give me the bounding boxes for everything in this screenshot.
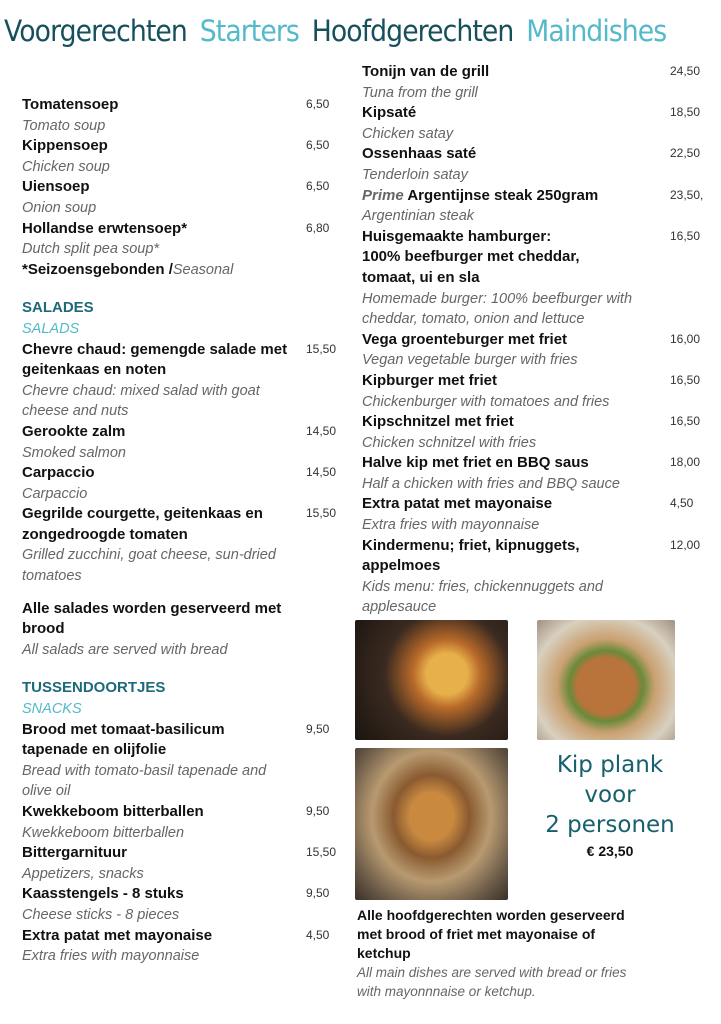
item-translation: Argentinian steak (362, 208, 475, 225)
seasonal-note-en: Seasonal (172, 261, 234, 278)
item-name (22, 720, 300, 761)
item-name (362, 227, 664, 289)
menu-item (22, 463, 342, 504)
item-price: 6,50 (306, 179, 330, 194)
menu-item (362, 371, 717, 412)
item-price: 9,50 (306, 804, 330, 818)
item-name-text: Kipsaté (362, 104, 417, 122)
item-name-text: Uiensoep (22, 178, 90, 196)
menu-item (362, 330, 717, 371)
item-translation: Homemade burger: 100% beefburger with cheddar, tomato, onion and lettuce (362, 290, 633, 328)
item-name (362, 494, 664, 515)
menu-item (362, 494, 717, 535)
menu-item (362, 227, 717, 330)
item-price: 22,50 (670, 146, 701, 161)
item-name (22, 504, 300, 545)
menu-item (22, 802, 342, 843)
item-translation: Tomato soup (22, 117, 106, 134)
item-name (362, 536, 664, 577)
item-name (362, 144, 664, 165)
heading-starters-nl: Voorgerechten (4, 14, 187, 48)
item-price: 9,50 (306, 886, 330, 901)
item-name-text: Vega groenteburger met friet (362, 330, 568, 348)
item-name-text: Carpaccio (22, 464, 95, 482)
item-price: 23,50, (670, 187, 704, 202)
footer-note-en: All main dishes are served with bread or fries with mayonnnaise or ketchup. (357, 965, 627, 999)
item-translation: Bread with tomato-basil tapenade and olive oil (22, 762, 267, 800)
item-name-text: Tomatensoep (22, 96, 119, 113)
item-name (22, 926, 300, 947)
item-translation: Appetizers, snacks (22, 865, 144, 882)
item-translation: Grilled zucchini, goat cheese, sun-dried tomatoes (22, 547, 276, 585)
item-name (362, 371, 664, 392)
menu-item (22, 422, 342, 463)
menu-item (22, 720, 342, 802)
item-name (22, 884, 300, 905)
item-translation: Extra fries with mayonnaise (22, 948, 200, 965)
menu-item (362, 186, 717, 227)
menu-item (362, 412, 717, 453)
menu-item (22, 136, 342, 177)
photo-chicken-plank (355, 748, 508, 900)
menu-item (22, 843, 342, 884)
item-price: 18,50 (670, 105, 701, 120)
item-name (362, 186, 664, 207)
menu-item (22, 177, 342, 218)
item-price: 15,50 (306, 341, 337, 356)
item-translation: Chicken satay (362, 125, 454, 142)
item-price: 16,50 (670, 228, 701, 243)
item-price: 18,00 (670, 455, 701, 470)
menu-item (22, 219, 342, 260)
section-title-snacks: TUSSENDOORTJES (22, 679, 166, 697)
item-name-text: Ossenhaas saté (362, 145, 477, 163)
promo-title: Kip plank voor 2 personen (545, 752, 675, 838)
item-name-text: Kwekkeboom bitterballen (22, 803, 204, 820)
item-translation: Onion soup (22, 199, 97, 216)
footer-note-nl: Alle hoofdgerechten worden geserveerd met brood of friet met mayonaise of ketchup (357, 907, 625, 961)
item-price: 16,50 (670, 414, 701, 429)
item-translation: Chicken schnitzel with fries (362, 434, 537, 451)
item-name (362, 453, 664, 474)
main-dishes-note (357, 906, 687, 1001)
item-translation: Chicken soup (22, 158, 110, 175)
item-name (362, 330, 664, 351)
menu-item (362, 536, 717, 618)
right-column (362, 62, 717, 618)
item-name-text: Halve kip met friet en BBQ saus (362, 454, 589, 472)
promo-block (530, 750, 690, 860)
item-name (22, 95, 300, 116)
item-name (22, 340, 300, 381)
item-price: 14,50 (306, 423, 337, 438)
item-name-text: Huisgemaakte hamburger: 100% beefburger met cheddar, tomaat, ui en sla (362, 227, 580, 286)
item-price: 4,50 (306, 927, 330, 942)
promo-price: € 23,50 (586, 843, 634, 859)
item-price: 6,80 (306, 220, 330, 235)
item-name-text: Argentijnse steak 250gram (403, 186, 599, 204)
item-price: 16,50 (670, 372, 701, 387)
item-name-text: Kipburger met friet (362, 371, 498, 389)
item-name (22, 422, 300, 443)
item-translation: Tenderloin satay (362, 166, 468, 183)
menu-item (22, 926, 342, 967)
item-name-text: Kippensoep (22, 137, 108, 155)
item-price: 24,50 (670, 64, 701, 78)
item-name (22, 136, 300, 157)
menu-item (362, 144, 717, 185)
item-translation: Extra fries with mayonnaise (362, 517, 540, 534)
item-translation: Chickenburger with tomatoes and fries (362, 393, 610, 410)
item-name (362, 103, 664, 124)
item-name (22, 177, 300, 198)
photo-burger (537, 620, 675, 740)
item-price: 15,50 (306, 506, 337, 521)
photo-chicken-fries (355, 620, 508, 740)
item-translation: Chevre chaud: mixed salad with goat cheese and nuts (22, 382, 260, 420)
item-name-text: Extra patat met mayonaise (362, 495, 553, 513)
item-price: 12,00 (670, 537, 701, 552)
section-subtitle-snacks: SNACKS (22, 701, 82, 718)
menu-item (22, 340, 342, 422)
menu-item (22, 95, 342, 136)
item-translation: Half a chicken with fries and BBQ sauce (362, 475, 620, 492)
heading-starters-en: Starters (199, 14, 299, 48)
item-name-text: Chevre chaud: gemengde salade met geitenkaas en noten (22, 340, 288, 379)
left-column (22, 95, 342, 967)
item-name-text: Gerookte zalm (22, 422, 126, 440)
item-name (22, 843, 300, 864)
menu-item (362, 453, 717, 494)
seasonal-note: *Seizoensgebonden / (22, 260, 173, 278)
item-price: 15,50 (306, 845, 337, 860)
heading-main-nl: Hoofdgerechten (311, 14, 514, 48)
item-price: 14,50 (306, 465, 337, 480)
item-name (22, 463, 300, 484)
item-name-text: Bittergarnituur (22, 844, 127, 862)
menu-item (22, 884, 342, 925)
item-name-text: Extra patat met mayonaise (22, 926, 213, 944)
salads-note: Alle salades worden geserveerd met brood (22, 599, 282, 638)
menu-item (362, 103, 717, 144)
item-name-text: Kindermenu; friet, kipnuggets, appelmoes (362, 536, 580, 575)
item-name (362, 412, 664, 433)
item-price: 6,50 (306, 97, 330, 111)
item-name-text: Gegrilde courgette, geitenkaas en zongedroogde tomaten (22, 505, 263, 543)
item-price: 16,00 (670, 331, 701, 346)
item-prefix: Prime (362, 186, 404, 204)
item-price: 4,50 (670, 496, 694, 511)
item-translation: Kwekkeboom bitterballen (22, 824, 185, 841)
menu-item (362, 62, 717, 103)
item-name (362, 62, 664, 83)
item-name (22, 802, 300, 823)
item-name-text: Brood met tomaat-basilicum tapenade en olijfolie (22, 720, 225, 759)
item-name (22, 219, 300, 240)
item-translation: Smoked salmon (22, 444, 126, 461)
heading-main-en: Maindishes (526, 14, 667, 48)
salads-note-en: All salads are served with bread (22, 641, 228, 658)
item-translation: Dutch split pea soup* (22, 241, 160, 258)
menu-header (4, 14, 679, 48)
section-title-salads: SALADES (22, 299, 94, 317)
item-price: 9,50 (306, 721, 330, 736)
menu-item (22, 504, 342, 586)
item-translation: Kids menu: fries, chickennuggets and applesauce (362, 578, 603, 616)
item-translation: Vegan vegetable burger with fries (362, 352, 578, 369)
item-name-text: Kipschnitzel met friet (362, 413, 514, 431)
item-name-text: Tonijn van de grill (362, 63, 490, 80)
item-translation: Tuna from the grill (362, 84, 478, 101)
item-price: 6,50 (306, 138, 330, 153)
section-subtitle-salads: SALADS (22, 320, 80, 337)
item-translation: Cheese sticks - 8 pieces (22, 906, 180, 923)
item-translation: Carpaccio (22, 485, 88, 502)
item-name-text: Kaasstengels - 8 stuks (22, 885, 184, 903)
item-name-text: Hollandse erwtensoep* (22, 219, 188, 237)
